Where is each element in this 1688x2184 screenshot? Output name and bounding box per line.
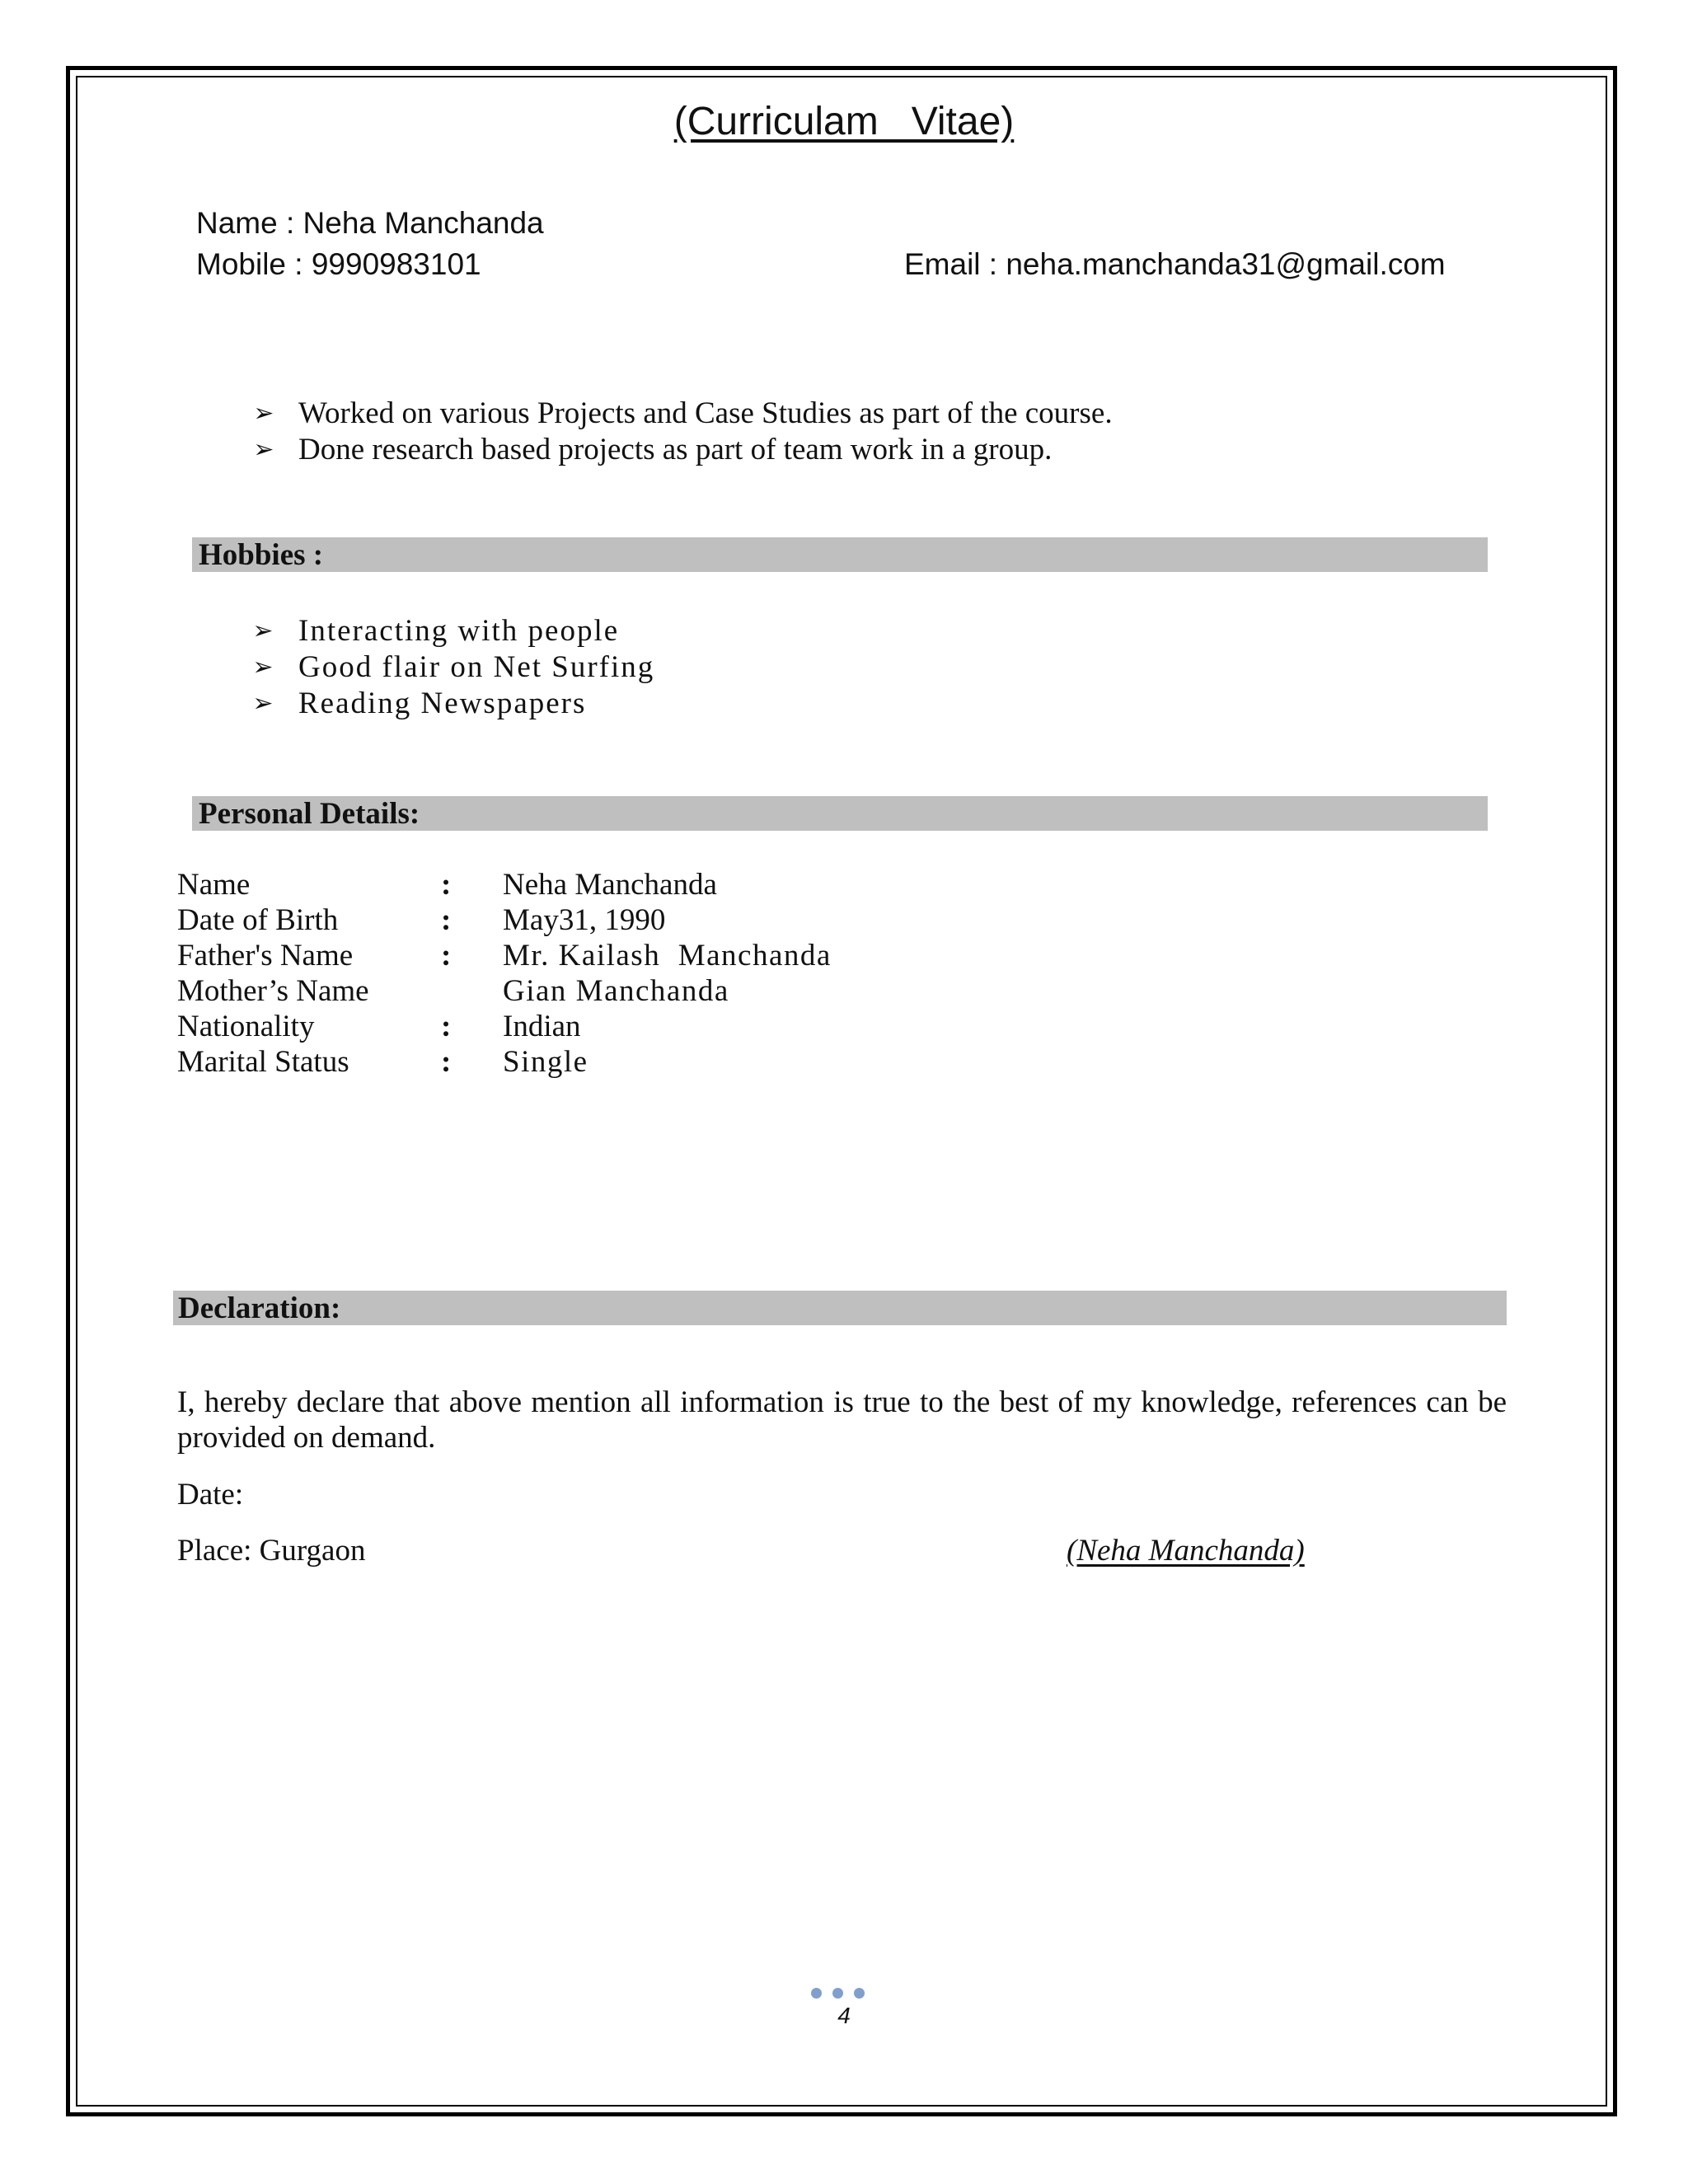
page-number: 4	[837, 2003, 851, 2028]
table-row: Nationality : Indian	[177, 1010, 581, 1043]
footer-dot-icon	[832, 1988, 843, 1999]
hobbies-heading: Hobbies :	[199, 538, 324, 572]
table-row: Date of Birth : May31, 1990	[177, 903, 666, 937]
place-line: Place: Gurgaon	[177, 1534, 366, 1568]
list-item: ➢ Worked on various Projects and Case Studies as part of the course.	[247, 396, 1113, 432]
contact-email: Email : neha.manchanda31@gmail.com	[904, 247, 1446, 281]
date-label: Date:	[177, 1478, 244, 1511]
personal-details-heading-band	[192, 796, 1488, 831]
table-row: Mother’s Name Gian Manchanda	[177, 974, 729, 1008]
project-list	[247, 396, 1113, 468]
declaration-text: I, hereby declare that above mention all information is true to the best of my knowledge, references can be provided on demand.	[177, 1385, 1507, 1455]
list-item: ➢ Done research based projects as part of team work in a group.	[247, 432, 1113, 468]
table-row: Name : Neha Manchanda	[177, 868, 717, 902]
arrow-bullet-icon: ➢	[253, 400, 274, 427]
list-item: ➢ Interacting with people	[247, 613, 654, 649]
arrow-bullet-icon: ➢	[252, 690, 275, 717]
hobbies-heading-band	[192, 537, 1488, 572]
footer-dot-icon	[811, 1988, 822, 1999]
table-row: Marital Status : Single	[177, 1045, 588, 1079]
list-item: ➢ Good flair on Net Surfing	[247, 649, 654, 686]
hobbies-list	[247, 613, 654, 722]
signature-name: (Neha Manchanda)	[1067, 1534, 1305, 1568]
declaration-heading-band	[173, 1291, 1507, 1325]
contact-mobile: Mobile : 9990983101	[196, 247, 481, 281]
personal-details-heading: Personal Details:	[199, 797, 420, 831]
declaration-heading: Declaration:	[178, 1291, 341, 1325]
personal-details-table	[177, 867, 832, 1080]
arrow-bullet-icon: ➢	[253, 436, 274, 463]
page-border-inner	[76, 76, 1607, 2107]
list-item: ➢ Reading Newspapers	[247, 686, 654, 722]
document-title: (Curriculam Vitae)	[673, 100, 1015, 143]
contact-name: Name : Neha Manchanda	[196, 206, 544, 240]
table-row: Father's Name : Mr. Kailash Manchanda	[177, 939, 832, 972]
arrow-bullet-icon: ➢	[252, 654, 275, 681]
arrow-bullet-icon: ➢	[252, 617, 275, 644]
footer-dot-icon	[854, 1988, 865, 1999]
